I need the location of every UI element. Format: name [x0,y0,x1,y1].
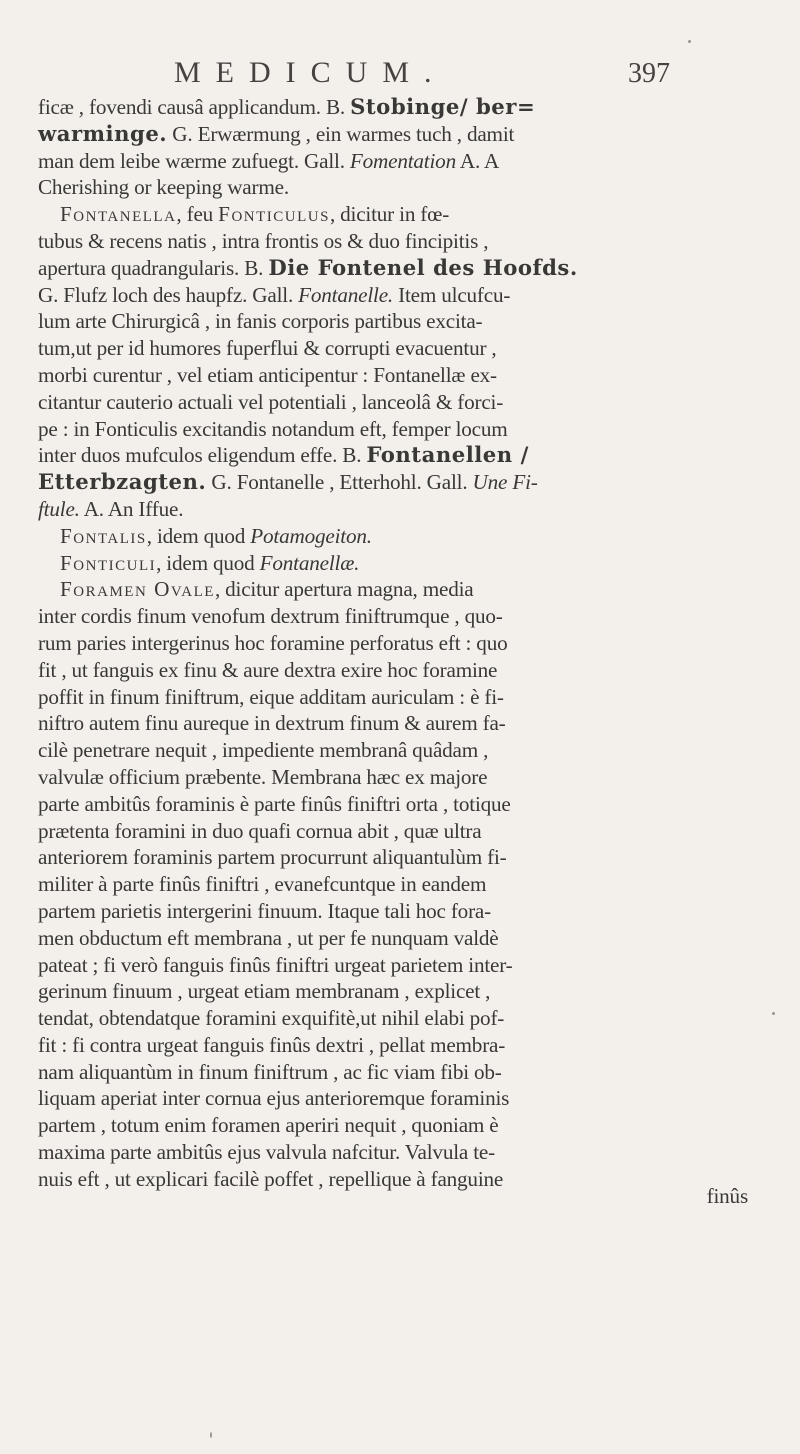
text-run: Potamogeiton. [250,523,372,548]
text-run: anteriorem foraminis partem procurrunt aliquantulùm fi- [38,845,507,870]
text-run: citantur cauterio actuali vel potentiali , lanceolâ & forci- [38,389,504,414]
text-run: Fonticuli [60,550,157,575]
text-run: militer à parte finûs finiftri , evanefcuntque in eandem [38,872,487,897]
text-run: G. Fontanelle , Etterhohl. Gall. [206,470,473,495]
text-run: ftule. [38,496,80,521]
text-run: prætenta foramini in duo quafi cornua abit , quæ ultra [38,818,482,843]
text-run: A. An Iffue. [79,496,184,521]
paper-speck [772,1012,775,1015]
text-run: Une Fi- [472,470,538,495]
text-run: parte ambitûs foraminis è parte finûs finiftri orta , totique [38,791,511,816]
text-run: , dicitur in fœ- [329,202,450,227]
text-run: Cherishing or keeping warme. [38,175,289,200]
text-run: tendat, obtendatque foramini exquifitè,ut nihil elabi pof- [38,1006,505,1031]
text-run: Fontanella [60,202,177,227]
text-line [38,925,778,952]
text-line [38,1085,778,1112]
text-run: tubus & recens natis , intra frontis os & duo fincipitis , [38,228,489,253]
text-line [38,389,778,416]
text-line [38,1059,778,1086]
text-run: morbi curentur , vel etiam anticipentur : Fontanellæ ex- [38,362,497,387]
text-line [38,630,778,657]
text-run: Foramen Ovale [60,577,215,602]
text-line [38,282,778,309]
text-line [38,576,778,603]
text-line [38,550,778,577]
text-run: Stobinge/ ber= [350,94,536,119]
text-run: partem , totum enim foramen aperiri nequit , quoniam è [38,1113,499,1138]
text-run: inter duos mufculos eligendum effe. B. [38,443,367,468]
text-line [38,94,778,121]
text-line [38,791,778,818]
text-body [38,94,778,1209]
text-run: , idem quod [146,523,251,548]
text-run: partem parietis intergerini finuum. Itaque tali hoc fora- [38,898,491,923]
text-line [38,362,778,389]
text-run: , dicitur apertura magna, media [214,577,474,602]
page-number: 397 [628,58,670,89]
text-run: pe : in Fonticulis excitandis notandum eft, femper locum [38,416,508,441]
text-run: lum arte Chirurgicâ , in fanis corporis partibus excita- [38,309,483,334]
text-line [38,657,778,684]
text-line [38,121,778,148]
text-run: G. Flufz loch des haupfz. Gall. [38,282,299,307]
text-line [38,844,778,871]
text-run: G. Erwærmung , ein warmes tuch , damit [167,121,515,146]
text-run: Fontalis [60,523,147,548]
text-run: Die Fontenel des Hoofds. [268,254,578,280]
text-run: pateat ; fi verò fanguis finûs finiftri urgeat parietem inter- [38,952,513,977]
text-run: man dem leibe wærme zufuegt. Gall. [38,148,350,173]
catchword: finûs [706,1183,748,1208]
text-run: nam aliquantùm in finum finiftrum , ac fic viam fibi ob- [38,1059,502,1084]
text-run: fit : fi contra urgeat fanguis finûs dextri , pellat membra- [38,1032,506,1057]
text-line [38,764,778,791]
text-run: Fomentation [349,148,456,173]
text-run: poffit in finum finiftrum, eique additam auriculam : è fi- [38,684,504,709]
paper-speck [210,1432,212,1438]
text-line [38,469,778,496]
text-line [38,818,778,845]
text-run: liquam aperiat inter cornua ejus anterioremque foraminis [38,1086,510,1111]
text-line [38,684,778,711]
text-line [38,442,778,469]
text-run: rum paries intergerinus hoc foramine perforatus eft : quo [38,630,508,655]
text-line [38,523,778,550]
text-run: niftro autem finu aureque in dextrum finum & aurem fa- [38,711,506,736]
text-line [38,1032,778,1059]
text-line [38,335,778,362]
text-line [38,952,778,979]
text-run: cilè penetrare nequit , impediente membranâ quâdam , [38,738,489,763]
text-run: nuis eft , ut explicari facilè poffet , repellique à fanguine [38,1166,504,1191]
text-line [38,148,778,175]
text-run: Fontanellen / [366,442,529,468]
text-line [38,737,778,764]
text-line [38,603,778,630]
text-run: warminge. [38,120,168,146]
text-line [38,1139,778,1166]
text-line [38,1005,778,1032]
text-run: Etterbzagten. [38,469,207,495]
text-run: maxima parte ambitûs ejus valvula nafcitur. Valvula te- [38,1140,495,1165]
text-run: Item ulcufcu- [393,282,511,307]
running-title: MEDICUM. [174,56,447,89]
text-line [38,898,778,925]
text-run: men obductum eft membrana , ut per fe nunquam valdè [38,925,499,950]
text-run: Fontanellæ. [259,550,360,575]
text-run: valvulæ officium præbente. Membrana hæc ex majore [38,764,488,789]
text-run: , feu [176,202,219,227]
text-line [38,710,778,737]
text-line [38,228,778,255]
text-run: ficæ , fovendi causâ applicandum. B. [38,95,351,119]
text-run: fit , ut fanguis ex finu & aure dextra exire hoc foramine [38,657,498,682]
text-run: tum,ut per id humores fuperflui & corrupti evacuentur , [38,336,497,361]
text-line [38,871,778,898]
text-run: A. A [455,148,500,173]
text-run: Fonticulus [218,202,330,227]
text-line [38,1112,778,1139]
text-line [38,255,778,282]
text-line [38,201,778,228]
text-run: apertura quadrangularis. B. [38,255,269,280]
text-line [38,416,778,443]
text-run: , idem quod [156,550,260,575]
text-line [38,496,778,523]
paper-speck [688,40,691,43]
text-line [38,174,778,201]
text-run: gerinum finuum , urgeat etiam membranam , explicet , [38,979,491,1004]
text-line [38,978,778,1005]
text-run: Fontanelle. [298,282,394,307]
text-run: inter cordis finum venofum dextrum finiftrumque , quo- [38,604,503,629]
text-line [38,308,778,335]
